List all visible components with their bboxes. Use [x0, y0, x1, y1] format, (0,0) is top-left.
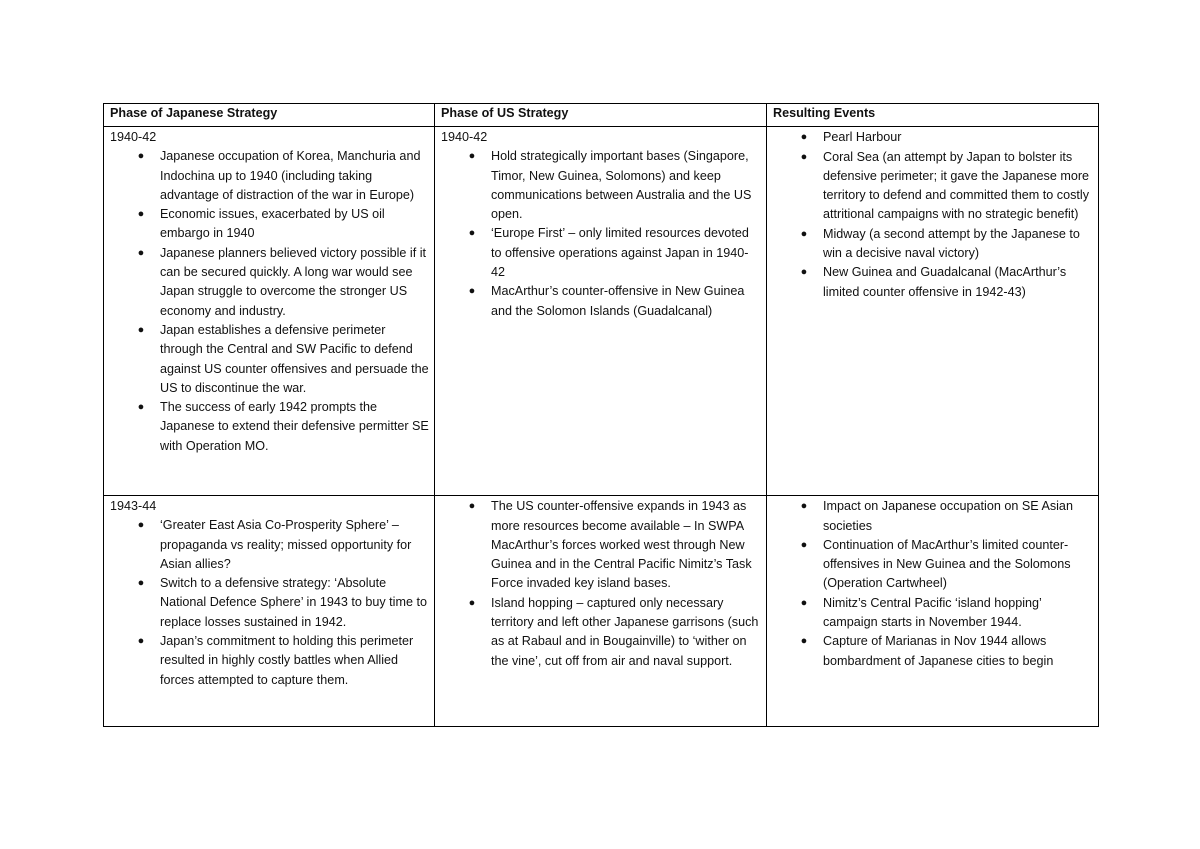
list-item-text: Island hopping – captured only necessary territory and left other Japanese garrisons (such as at Rabaul and in Bougainville) to ‘wither on the vine’, cut off from air and naval support.: [491, 595, 759, 668]
bullet-icon: ●: [137, 635, 145, 648]
cell-us: [435, 496, 767, 727]
cell-japanese: [104, 127, 435, 496]
list-item: [137, 321, 429, 398]
bullet-icon: ●: [468, 500, 476, 513]
list-item-text: ‘Greater East Asia Co-Prosperity Sphere’ – propaganda vs reality; missed opportunity for Asian allies?: [160, 518, 412, 571]
cell-japanese: [104, 496, 435, 727]
cell-events: [767, 127, 1099, 496]
list-item-text: Capture of Marianas in Nov 1944 allows bombardment of Japanese cities to begin: [823, 634, 1054, 668]
bullet-icon: ●: [137, 150, 145, 163]
bullet-icon: ●: [800, 596, 808, 609]
list-item-text: Japanese occupation of Korea, Manchuria and Indochina up to 1940 (including taking advantage of distraction of the war in Europe): [160, 149, 421, 202]
list-item: [137, 147, 429, 205]
bullet-icon: ●: [137, 246, 145, 259]
header-japanese-strategy: Phase of Japanese Strategy: [104, 104, 435, 127]
bullet-icon: ●: [800, 227, 808, 240]
phase-label: 1943-44: [110, 499, 157, 514]
list-item: [800, 263, 1093, 302]
table-row: [104, 496, 1099, 727]
bullet-list: [773, 497, 1093, 671]
strategy-table: [103, 103, 1099, 727]
list-item: [137, 632, 429, 690]
bullet-list: [110, 516, 429, 690]
list-item: [468, 497, 761, 593]
bullet-icon: ●: [468, 150, 476, 163]
bullet-list: [110, 147, 429, 456]
list-item: [800, 536, 1093, 594]
bullet-icon: ●: [800, 635, 808, 648]
bullet-icon: ●: [800, 150, 808, 163]
cell-us: [435, 127, 767, 496]
phase-label: 1940-42: [441, 130, 488, 145]
header-us-strategy: Phase of US Strategy: [435, 104, 767, 127]
list-item-text: Coral Sea (an attempt by Japan to bolster its defensive perimeter; it gave the Japanese more territory to defend and committed them to costly attritional campaigns with no strategic benefit): [823, 149, 1090, 222]
bullet-icon: ●: [137, 577, 145, 590]
list-item-text: The success of early 1942 prompts the Japanese to extend their defensive permitter SE with Operation MO.: [160, 400, 429, 453]
bullet-list: [441, 147, 761, 321]
list-item-text: Switch to a defensive strategy: ‘Absolute National Defence Sphere’ in 1943 to buy time to replace losses sustained in 1942.: [160, 576, 427, 629]
list-item: [468, 282, 761, 321]
list-item-text: ‘Europe First’ – only limited resources devoted to offensive operations against Japan in 1940-42: [491, 226, 749, 280]
list-item-text: MacArthur’s counter-offensive in New Guinea and the Solomon Islands (Guadalcanal): [491, 284, 745, 318]
bullet-list: [441, 497, 761, 671]
list-item: [137, 574, 429, 632]
bullet-icon: ●: [137, 519, 145, 532]
list-item: [800, 632, 1093, 671]
list-item: [468, 594, 761, 671]
list-item-text: Hold strategically important bases (Singapore, Timor, New Guinea, Solomons) and keep communications between Australia and the US open.: [491, 149, 752, 222]
list-item: [800, 148, 1093, 225]
list-item: [468, 147, 761, 224]
list-item-text: Impact on Japanese occupation on SE Asian societies: [823, 499, 1073, 533]
list-item: [800, 594, 1093, 633]
list-item: [137, 205, 429, 244]
header-resulting-events: Resulting Events: [767, 104, 1099, 127]
list-item: [468, 224, 761, 282]
list-item-text: Japanese planners believed victory possible if it can be secured quickly. A long war would see Japan struggle to overcome the stronger US economy and industry.: [160, 245, 427, 318]
bullet-icon: ●: [137, 401, 145, 414]
list-item: [800, 497, 1093, 536]
phase-label: 1940-42: [110, 130, 157, 145]
bullet-icon: ●: [800, 538, 808, 551]
list-item-text: The US counter-offensive expands in 1943 as more resources become available – In SWPA MacArthur’s forces worked west through New Guinea and in the Central Pacific Nimitz’s Task Force invaded key island bases.: [491, 499, 752, 591]
list-item-text: Nimitz’s Central Pacific ‘island hopping’ campaign starts in November 1944.: [823, 595, 1042, 630]
list-item-text: Economic issues, exacerbated by US oil embargo in 1940: [160, 207, 385, 241]
bullet-icon: ●: [800, 266, 808, 279]
list-item: [137, 398, 429, 456]
bullet-icon: ●: [137, 323, 145, 336]
list-item: [800, 225, 1093, 264]
header-row: [104, 104, 1099, 127]
list-item-text: Midway (a second attempt by the Japanese to win a decisive naval victory): [823, 226, 1080, 261]
list-item-text: Pearl Harbour: [823, 130, 902, 145]
list-item-text: New Guinea and Guadalcanal (MacArthur’s limited counter offensive in 1942-43): [823, 265, 1067, 299]
list-item: [137, 244, 429, 321]
bullet-icon: ●: [800, 500, 808, 513]
list-item-text: Japan’s commitment to holding this perimeter resulted in highly costly battles when Allied forces attempted to capture them.: [160, 634, 414, 687]
bullet-icon: ●: [137, 208, 145, 221]
bullet-icon: ●: [468, 596, 476, 609]
list-item-text: Japan establishes a defensive perimeter through the Central and SW Pacific to defend against US counter offensives and persuade the US to discontinue the war.: [160, 322, 429, 395]
list-item: [800, 128, 1093, 147]
cell-events: [767, 496, 1099, 727]
list-item: [137, 516, 429, 574]
bullet-icon: ●: [800, 131, 808, 144]
bullet-list: [773, 128, 1093, 302]
bullet-icon: ●: [468, 227, 476, 240]
table-row: [104, 127, 1099, 496]
bullet-icon: ●: [468, 285, 476, 298]
list-item-text: Continuation of MacArthur’s limited counter-offensives in New Guinea and the Solomons (Operation Cartwheel): [823, 537, 1071, 591]
